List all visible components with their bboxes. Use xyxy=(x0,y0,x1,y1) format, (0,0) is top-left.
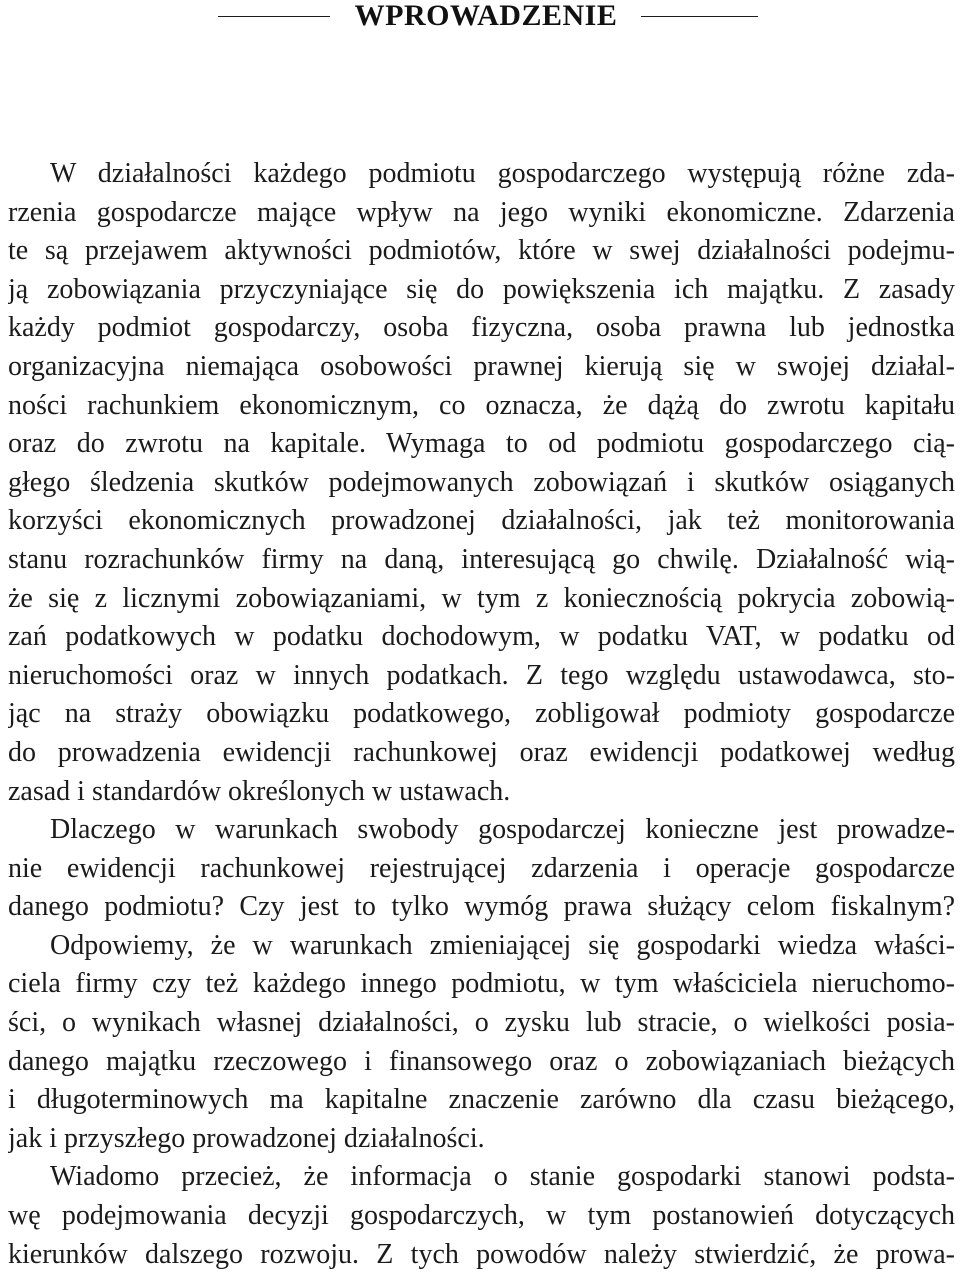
text-line: rzenia gospodarcze mające wpływ na jego wyniki ekonomiczne. Zdarzenia xyxy=(8,196,955,228)
text-line: do prowadzenia ewidencji rachunkowej oraz ewidencji podatkowej według xyxy=(8,736,955,768)
text-line: korzyści ekonomicznych prowadzonej działalności, jak też monitorowania xyxy=(8,505,955,537)
paragraph xyxy=(8,1158,955,1274)
text-line: ją zobowiązania przyczyniające się do powiększenia ich majątku. Z zasady xyxy=(8,273,955,305)
text-line: Wiadomo przecież, że informacja o stanie gospodarki stanowi podsta- xyxy=(50,1161,955,1193)
paragraph xyxy=(8,155,955,811)
text-line: ności rachunkiem ekonomicznym, co oznacza, że dążą do zwrotu kapitału xyxy=(8,389,955,421)
text-line: że się z licznymi zobowiązaniami, w tym z koniecznością pokrycia zobowią- xyxy=(8,582,955,614)
text-line: danego podmiotu? Czy jest to tylko wymóg prawa służący celom fiskalnym? xyxy=(8,891,955,923)
body-text xyxy=(8,155,955,1274)
text-line: zasad i standardów określonych w ustawach. xyxy=(8,775,511,807)
text-line: nie ewidencji rachunkowej rejestrującej zdarzenia i operacje gospodarcze xyxy=(8,852,955,884)
text-line: każdy podmiot gospodarczy, osoba fizyczna, osoba prawna lub jednostka xyxy=(8,312,955,344)
text-line: ciela firmy czy też każdego innego podmiotu, w tym właściciela nieruchomo- xyxy=(8,968,955,1000)
text-line: wę podejmowania decyzji gospodarczych, w tym postanowień dotyczących xyxy=(8,1200,955,1232)
text-line: oraz do zwrotu na kapitale. Wymaga to od podmiotu gospodarczego cią- xyxy=(8,428,955,460)
text-line: kierunków dalszego rozwoju. Z tych powodów należy stwierdzić, że prowa- xyxy=(8,1238,955,1270)
text-line: i długoterminowych ma kapitalne znaczenie zarówno dla czasu bieżącego, xyxy=(8,1084,955,1116)
text-line: Dlaczego w warunkach swobody gospodarczej konieczne jest prowadze- xyxy=(50,814,955,846)
text-line: danego majątku rzeczowego i finansowego oraz o zobowiązaniach bieżących xyxy=(8,1045,955,1077)
chapter-heading xyxy=(0,0,960,34)
heading-rule-left xyxy=(218,16,330,17)
text-line: głego śledzenia skutków podejmowanych zobowiązań i skutków osiąganych xyxy=(8,466,955,498)
text-line: ści, o wynikach własnej działalności, o zysku lub stracie, o wielkości posia- xyxy=(8,1007,955,1039)
text-line: Odpowiemy, że w warunkach zmieniającej się gospodarki wiedza właści- xyxy=(50,929,955,961)
text-line: nieruchomości oraz w innych podatkach. Z tego względu ustawodawca, sto- xyxy=(8,659,955,691)
chapter-title: WPROWADZENIE xyxy=(354,0,618,32)
heading-rule-right xyxy=(641,16,758,17)
text-line: te są przejawem aktywności podmiotów, które w swej działalności podejmu- xyxy=(8,235,955,267)
text-line: jak i przyszłego prowadzonej działalności. xyxy=(8,1122,485,1154)
text-line: zań podatkowych w podatku dochodowym, w podatku VAT, w podatku od xyxy=(8,621,955,653)
text-line: W działalności każdego podmiotu gospodarczego występują różne zda- xyxy=(50,158,955,189)
text-line: stanu rozrachunków firmy na daną, interesującą go chwilę. Działalność wią- xyxy=(8,543,955,575)
text-line: jąc na straży obowiązku podatkowego, zobligował podmioty gospodarcze xyxy=(8,698,955,730)
text-line: organizacyjna niemająca osobowości prawnej kierują się w swojej działal- xyxy=(8,350,955,382)
paragraph xyxy=(8,811,955,927)
paragraph xyxy=(8,927,955,1159)
